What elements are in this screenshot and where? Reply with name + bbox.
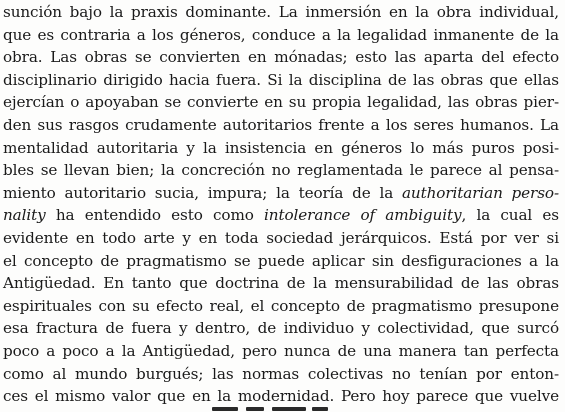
italic-term: authoritarian perso- [401,183,559,202]
text-line: como al mundo burgués; las normas colectivas no tenían por enton- [3,364,559,383]
text-line: evidente en todo arte y en toda sociedad jerárquicos. Está por ver si [3,228,559,247]
text-line: poco a poco a la Antigüedad, pero nunca de una manera tan perfecta [3,341,559,360]
text-line: ejercían o apoyaban se convierte en su propia legalidad, las obras pier- [3,93,559,112]
text-run: miento autoritario sucia, impura; la teoría de la [3,183,402,202]
text-line: Antigüedad. En tanto que doctrina de la mensurabilidad de las obras [3,274,559,293]
body-paragraph [3,1,559,408]
text-line: disciplinario dirigido hacia fuera. Si la disciplina de las obras que ellas [3,70,559,89]
text-line: mentalidad autoritaria y la insistencia en géneros lo más puros posi- [3,138,559,157]
text-line: el concepto de pragmatismo se puede aplicar sin desfiguraciones a la [3,251,559,270]
text-run: ha entendido esto como [45,206,265,225]
text-line [3,204,559,227]
text-run: , la cual es [461,206,559,225]
text-line: esa fractura de fuera y dentro, de individuo y colectividad, que surcó [3,319,559,338]
text-line [3,182,559,205]
cropped-next-line [212,403,332,412]
italic-term: nality [3,206,46,225]
text-line: espirituales con su efecto real, el concepto de pragmatismo presupone [3,296,559,315]
text-line: bles se llevan bien; la concreción no reglamentada le parece al pensa- [3,161,559,180]
text-line: obra. Las obras se convierten en mónadas; esto las aparta del efecto [3,48,559,67]
text-line: que es contraria a los géneros, conduce a la legalidad inmanente de la [3,25,559,44]
italic-term: intolerance of ambiguity [264,206,462,225]
text-line: sunción bajo la praxis dominante. La inmersión en la obra individual, [3,3,559,21]
text-line: den sus rasgos crudamente autoritarios frente a los seres humanos. La [3,115,559,134]
text-line: ces el mismo valor que en la modernidad. Pero hoy parece que vuelve [3,387,559,406]
